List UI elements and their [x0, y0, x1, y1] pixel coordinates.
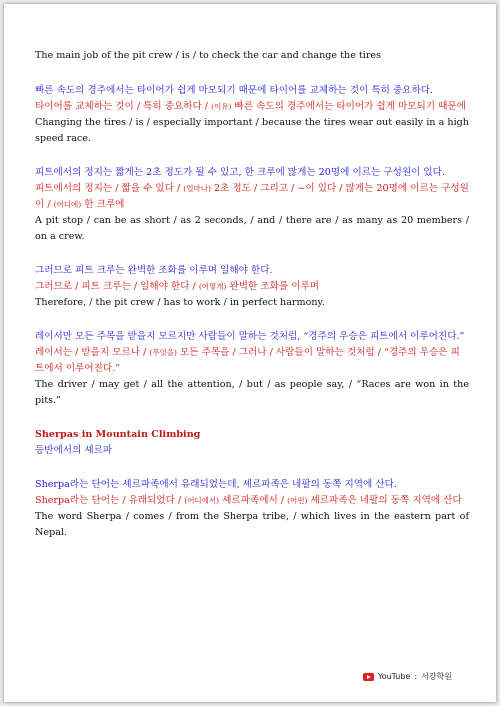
footer-separator: :	[414, 672, 418, 681]
english-sentence-2: A pit stop / can be as short / as 2 seconds, / and / there are / as many as 20 members / on a crew.	[35, 215, 469, 242]
chunked-translation-2: 피트에서의 정지는 / 짧을 수 있다 / (얼마나) 2초 정도 / 그리고 / ~이 있다 / 많게는 20명에 이르는 구성원이 / (어디에) 한 크루에	[35, 183, 469, 210]
youtube-credit	[363, 671, 452, 682]
korean-sentence-1: 빠른 속도의 경주에서는 타이어가 쉽게 마모되기 때문에 타이어를 교체하는 것이 특히 중요하다.	[35, 85, 434, 96]
intro-line: The main job of the pit crew / is / to check the car and change the tires	[35, 50, 382, 61]
youtube-icon	[363, 673, 374, 681]
footer-platform: YouTube	[377, 672, 411, 681]
english-sentence-4: The driver / may get / all the attention, / but / as people say, / “Races are won in the pits.”	[35, 379, 469, 406]
english-sentence-5: The word Sherpa / comes / from the Sherpa tribe, / which lives in the eastern part of Nepal.	[35, 511, 469, 538]
chunked-translation-5: Sherpa라는 단어는 / 유래되었다 / (어디에서) 셰르파족에서 / (어떤) 셰르파족은 네팔의 동쪽 지역에 산다	[35, 495, 462, 506]
chunked-translation-1: 타이어를 교체하는 것이 / 특히 중요하다 / (이유) 빠른 속도의 경주에서는 타이어가 쉽게 마모되기 때문에	[35, 101, 466, 112]
english-sentence-1: Changing the tires / is / especially important / because the tires wear out easily in a high speed race.	[35, 117, 469, 144]
korean-sentence-4: 레이서만 모든 주목을 받을지 모르지만 사람들이 말하는 것처럼, “경주의 우승은 피트에서 이루어진다.”	[35, 331, 465, 342]
footer-channel: 서강학원	[421, 672, 452, 681]
korean-sentence-2: 피트에서의 정지는 짧게는 2초 정도가 될 수 있고, 한 크루에 많게는 20명에 이르는 구성원이 있다.	[35, 167, 446, 178]
korean-sentence-3: 그러므로 피트 크루는 완벽한 조화를 이루며 일해야 한다.	[35, 265, 273, 276]
document-page	[4, 4, 496, 702]
chunked-translation-4: 레이서는 / 받을지 모르나 / (무엇을) 모든 주목을 / 그러나 / 사람들이 말하는 것처럼 / “경주의 우승은 피트에서 이루어진다.”	[35, 347, 460, 374]
chunked-translation-3: 그러므로 / 피트 크루는 / 일해야 한다 / (어떻게) 완벽한 조화를 이루며	[35, 281, 319, 292]
korean-sentence-5: Sherpa라는 단어는 셰르파족에서 유래되었는데, 셰르파족은 네팔의 동쪽 지역에 산다.	[35, 479, 397, 490]
section-subtitle: 등반에서의 셰르파	[35, 445, 113, 456]
document-content	[35, 48, 469, 541]
section-title: Sherpas in Mountain Climbing	[35, 429, 201, 440]
english-sentence-3: Therefore, / the pit crew / has to work / in perfect harmony.	[35, 297, 325, 308]
